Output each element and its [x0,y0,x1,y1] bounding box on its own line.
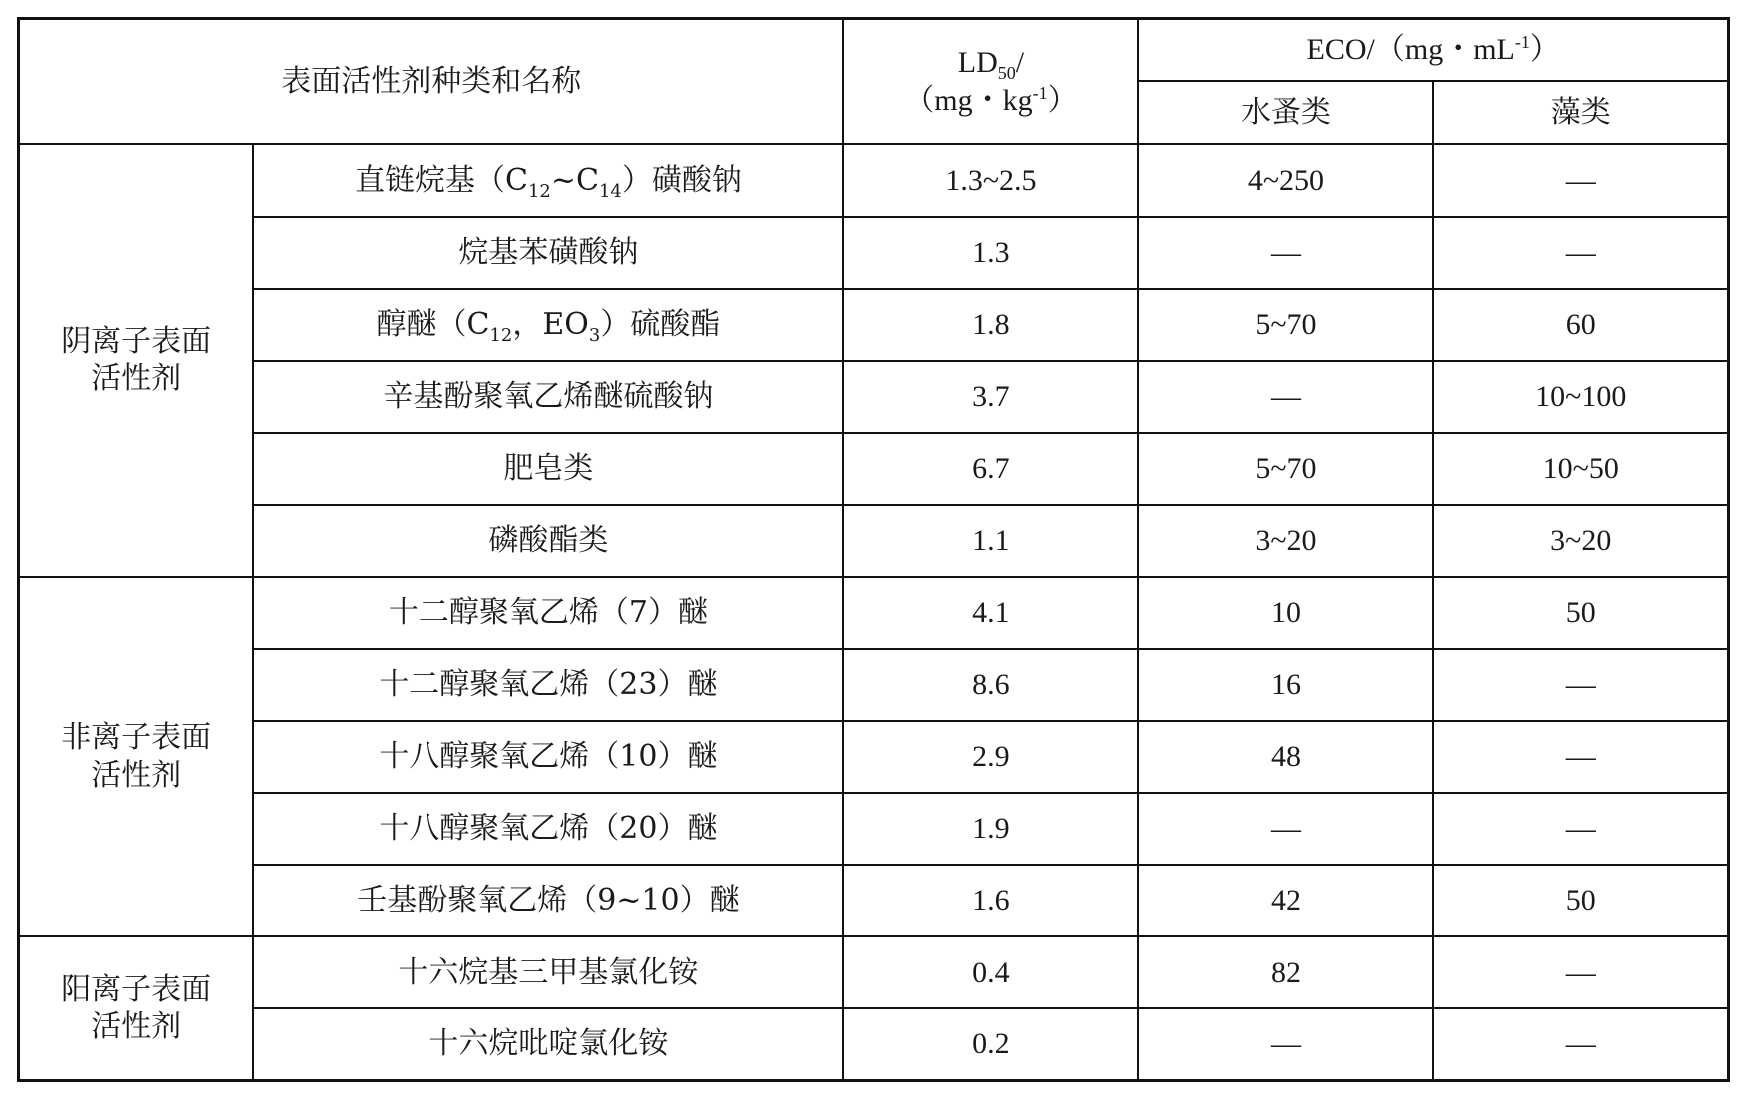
row-name: 直链烷基$(C_{12}\sim C_{14})$磺酸钠 [253,144,843,217]
header-row-1 [19,19,1729,82]
table-row [19,1008,1729,1080]
table-row [19,577,1729,649]
row-ld50: 0.4 [843,936,1138,1008]
row-ld50: 1.9 [843,793,1138,865]
row-algae: — [1433,793,1728,865]
table-row [19,721,1729,793]
row-daphnia: — [1138,1008,1433,1080]
row-name: 肥皂类 [253,433,843,505]
row-ld50: 4.1 [843,577,1138,649]
row-algae: — [1433,144,1728,217]
row-ld50: 1.1 [843,505,1138,577]
row-daphnia: 5~70 [1138,433,1433,505]
row-daphnia: — [1138,217,1433,289]
table-row [19,433,1729,505]
row-daphnia: 42 [1138,865,1433,937]
row-algae: 10~100 [1433,361,1728,433]
row-algae: — [1433,1008,1728,1080]
row-ld50: 1.3~2.5 [843,144,1138,217]
header-name-column: 表面活性剂种类和名称 [19,19,844,145]
table-row [19,289,1729,361]
row-ld50: 1.8 [843,289,1138,361]
header-ld50-line1: $LD_{50}/$ [957,46,1025,84]
header-daphnia: 水蚤类 [1138,81,1433,144]
row-algae: 50 [1433,865,1728,937]
header-ld50 [843,19,1138,145]
row-algae: 3~20 [1433,505,1728,577]
table-row [19,865,1729,937]
header-eco: ECO/（mg・$mL^{-1}$） [1138,19,1728,82]
row-algae: 50 [1433,577,1728,649]
row-daphnia: — [1138,361,1433,433]
row-algae: 10~50 [1433,433,1728,505]
row-ld50: 1.6 [843,865,1138,937]
row-algae: — [1433,721,1728,793]
row-name: 十八醇聚氧乙烯（20）醚 [253,793,843,865]
table-row [19,649,1729,721]
group-label-nonionic: 非离子表面 活性剂 [19,577,254,937]
table-row [19,217,1729,289]
row-daphnia: — [1138,793,1433,865]
table-row [19,361,1729,433]
row-algae: — [1433,936,1728,1008]
row-ld50: 8.6 [843,649,1138,721]
row-ld50: 6.7 [843,433,1138,505]
row-daphnia: 10 [1138,577,1433,649]
row-daphnia: 48 [1138,721,1433,793]
table-row [19,936,1729,1008]
row-ld50: 0.2 [843,1008,1138,1080]
row-name: 十八醇聚氧乙烯（10）醚 [253,721,843,793]
group-label-cationic: 阳离子表面 活性剂 [19,936,254,1080]
row-ld50: 3.7 [843,361,1138,433]
group-label-anionic: 阴离子表面 活性剂 [19,144,254,577]
row-ld50: 2.9 [843,721,1138,793]
header-ld50-unit: （mg・$kg^{-1}$） [904,82,1078,117]
row-name: 壬基酚聚氧乙烯（9~10）醚 [253,865,843,937]
row-name: 十二醇聚氧乙烯（23）醚 [253,649,843,721]
header-algae: 藻类 [1433,81,1728,144]
row-name: 十六烷基三甲基氯化铵 [253,936,843,1008]
row-name: 十二醇聚氧乙烯（7）醚 [253,577,843,649]
row-ld50: 1.3 [843,217,1138,289]
row-algae: — [1433,217,1728,289]
table-row [19,144,1729,217]
row-algae: 60 [1433,289,1728,361]
row-daphnia: 5~70 [1138,289,1433,361]
row-daphnia: 16 [1138,649,1433,721]
row-name: 磷酸酯类 [253,505,843,577]
row-algae: — [1433,649,1728,721]
table-row [19,793,1729,865]
row-name: 十六烷吡啶氯化铵 [253,1008,843,1080]
row-name: 醇醚（$C_{12}$，$EO_3$）硫酸酯 [253,289,843,361]
row-name: 辛基酚聚氧乙烯醚硫酸钠 [253,361,843,433]
row-daphnia: 3~20 [1138,505,1433,577]
table-row [19,505,1729,577]
surfactant-toxicity-table [17,17,1730,1082]
row-daphnia: 4~250 [1138,144,1433,217]
row-name: 烷基苯磺酸钠 [253,217,843,289]
row-daphnia: 82 [1138,936,1433,1008]
